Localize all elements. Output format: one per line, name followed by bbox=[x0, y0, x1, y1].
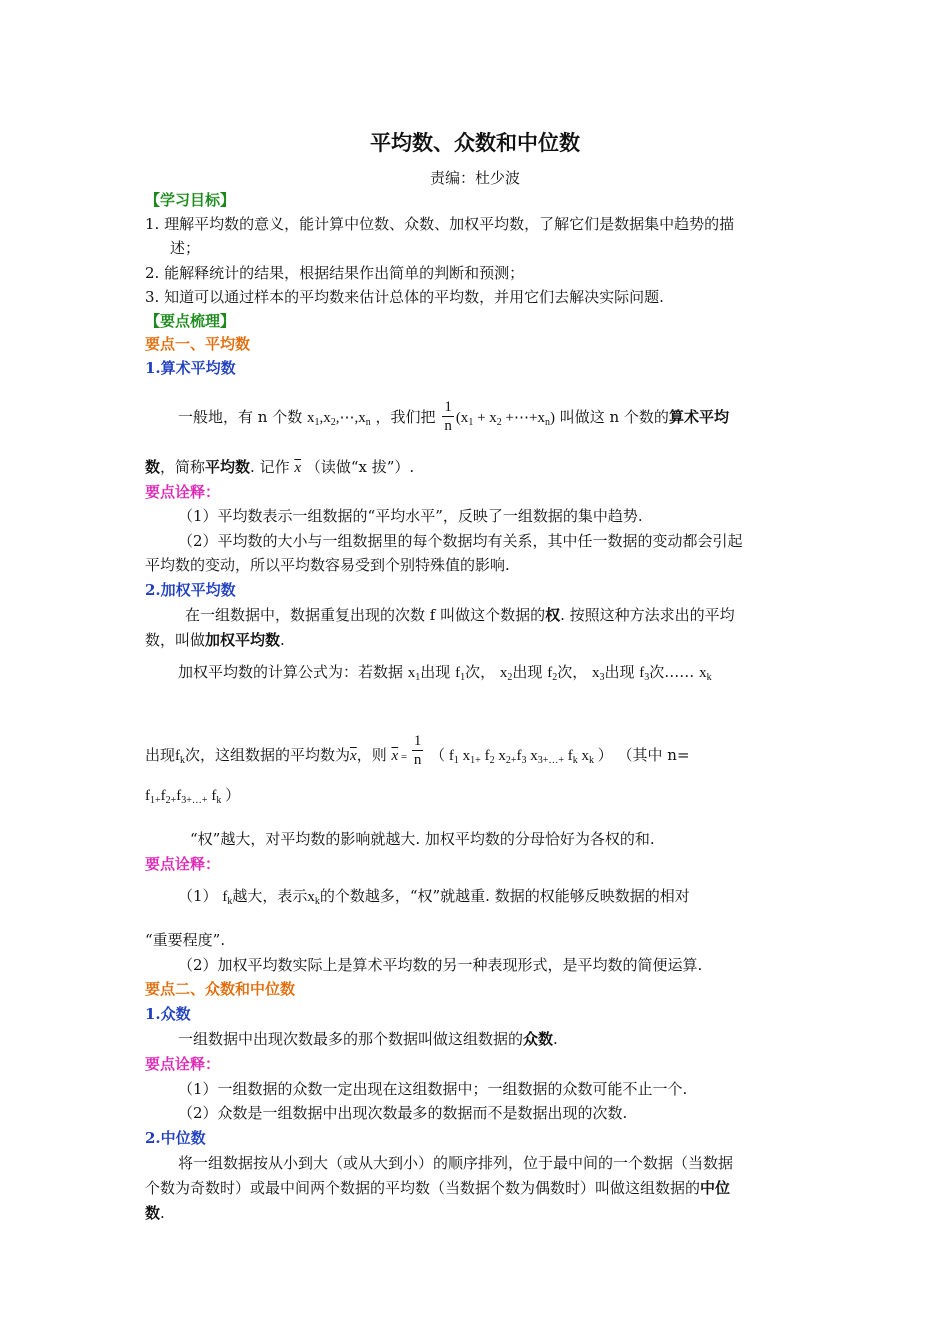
text-segment: 一组数据中出现次数最多的那个数据叫做这组数据的 bbox=[178, 1030, 524, 1048]
text-segment: 的个数越多，“权”就越重. 数据的权能够反映数据的相对 bbox=[319, 887, 690, 905]
subheading-mode: 1.众数 bbox=[145, 1005, 191, 1023]
median-definition-b bbox=[145, 1178, 730, 1198]
text-segment: 加权平均数的计算公式为：若数据 bbox=[178, 663, 404, 681]
math-equals: = bbox=[398, 751, 410, 763]
math-fk: $f_k$ bbox=[175, 748, 186, 766]
weight-definition-b bbox=[145, 630, 285, 650]
math-xk: $x_k$ bbox=[699, 665, 712, 683]
bold-term: 中位 bbox=[700, 1179, 731, 1197]
median-definition-c bbox=[145, 1203, 165, 1223]
note-3-line-b: “重要程度”. bbox=[145, 931, 226, 949]
text-segment: （读做“x 拔”）. bbox=[305, 458, 415, 476]
arith-mean-definition bbox=[178, 398, 729, 435]
text-segment: 次，这组数据的平均数为 bbox=[185, 746, 351, 764]
page-title: 平均数、众数和中位数 bbox=[370, 130, 580, 155]
text-segment: 数，叫做 bbox=[145, 631, 206, 649]
note-2-line-a: （2）平均数的大小与一组数据里的每个数据均有关系，其中任一数据的变动都会引起 bbox=[178, 532, 743, 550]
text-segment: 越大，表示 bbox=[232, 887, 308, 905]
bold-term: 众数 bbox=[523, 1030, 554, 1048]
note-6: （2）众数是一组数据中出现次数最多的数据而不是数据出现的次数. bbox=[178, 1104, 628, 1122]
math-x3: $x_3$ bbox=[591, 665, 605, 683]
note-2-line-b: 平均数的变动，所以平均数容易受到个别特殊值的影响. bbox=[145, 556, 510, 574]
math-x-bar: $\overline{x}$ bbox=[350, 748, 357, 764]
goal-1-line-b: 述； bbox=[170, 239, 201, 257]
note-3-line-a bbox=[178, 886, 690, 907]
text-segment: . 按照这种方法求出的平均 bbox=[560, 606, 735, 624]
math-x-bar: $\overline{x}$ bbox=[294, 460, 302, 476]
math-fk: $f_k$ bbox=[222, 889, 233, 907]
point-1-heading: 要点一、平均数 bbox=[145, 335, 251, 353]
author-line: 责编：杜少波 bbox=[429, 169, 520, 187]
bold-term: 加权平均数 bbox=[205, 631, 281, 649]
math-weighted-sum: （ $f_1$ $x_{1+}$ $f_2$ $x_{2+}f_3$ $x_{3+\dots+}$ $f_k$ $x_k$ ） bbox=[430, 748, 613, 766]
bold-term: 算术平均 bbox=[668, 408, 729, 426]
text-segment: 在一组数据中，数据重复出现的次数 f 叫做这个数据的 bbox=[185, 606, 546, 624]
math-xk: $x_k$ bbox=[307, 889, 320, 907]
text-segment: 次…… bbox=[649, 663, 695, 681]
text-segment: . bbox=[280, 631, 285, 649]
math-x-bar: $\overline{x}$ bbox=[391, 748, 399, 764]
math-f1: $f_1$ bbox=[455, 665, 466, 683]
math-f2: $f_2$ bbox=[547, 665, 558, 683]
text-segment: （其中 n= bbox=[617, 746, 690, 764]
text-segment: ，简称 bbox=[160, 458, 206, 476]
subheading-arithmetic-mean: 1.算术平均数 bbox=[145, 359, 236, 377]
goal-3: 3. 知道可以通过样本的平均数来估计总体的平均数，并用它们去解决实际问题. bbox=[145, 288, 664, 306]
goals-header: 【学习目标】 bbox=[145, 191, 236, 209]
note-5: （1）一组数据的众数一定出现在这组数据中；一组数据的众数可能不止一个. bbox=[178, 1080, 688, 1098]
mode-definition bbox=[178, 1029, 558, 1049]
weighted-formula-line-1 bbox=[178, 662, 712, 683]
text-segment: 出现 bbox=[604, 663, 635, 681]
subheading-weighted-mean: 2.加权平均数 bbox=[145, 581, 236, 599]
text-segment: ，则 bbox=[356, 746, 387, 764]
text-segment: ，我们把 bbox=[375, 408, 436, 426]
text-segment: . bbox=[553, 1030, 558, 1048]
note-4: （2）加权平均数实际上是算术平均数的另一种表现形式，是平均数的简便运算. bbox=[178, 956, 703, 974]
text-segment: . 记作 bbox=[250, 458, 290, 476]
text-segment: 次， bbox=[465, 663, 496, 681]
weighted-formula-line-2 bbox=[145, 732, 690, 769]
text-segment: 个数为奇数时）或最中间两个数据的平均数（当数据个数为偶数时）叫做这组数据的 bbox=[145, 1179, 701, 1197]
weight-sentence: “权”越大，对平均数的影响就越大. 加权平均数的分母恰好为各权的和. bbox=[190, 830, 655, 848]
math-fraction-1-over-n: $\frac{1}{n}$ bbox=[413, 733, 422, 768]
math-n-sum: $f_{1+}f_{2+}f_{3+\dots+}$ $f_k$ ） bbox=[145, 788, 241, 806]
text-segment: . bbox=[160, 1204, 165, 1222]
math-fraction-1-over-n: $\frac{1}{n}$ bbox=[444, 399, 452, 434]
math-x1: $x_1$ bbox=[407, 665, 421, 683]
bold-term: 数 bbox=[145, 458, 161, 476]
math-x-sequence: $x_1,x_2,\cdots,x_n$ bbox=[306, 410, 371, 428]
note-1: （1）平均数表示一组数据的“平均水平”，反映了一组数据的集中趋势. bbox=[178, 507, 643, 525]
text-segment: （1） bbox=[178, 887, 218, 905]
goal-1-line-a: 1. 理解平均数的意义，能计算中位数、众数、加权平均数，了解它们是数据集中趋势的描 bbox=[145, 215, 735, 233]
text-segment: 次， bbox=[557, 663, 588, 681]
goal-2: 2. 能解释统计的结果，根据结果作出简单的判断和预测； bbox=[145, 264, 525, 282]
bold-term: 权 bbox=[545, 606, 561, 624]
weight-definition-a bbox=[185, 605, 735, 625]
note-label-1: 要点诠释： bbox=[145, 483, 221, 501]
text-segment: 出现 bbox=[420, 663, 451, 681]
points-header: 【要点梳理】 bbox=[145, 312, 236, 330]
math-f3: $f_3$ bbox=[639, 665, 650, 683]
text-segment: 出现 bbox=[145, 746, 176, 764]
median-definition-a: 将一组数据按从小到大（或从大到小）的顺序排列，位于最中间的一个数据（当数据 bbox=[178, 1154, 734, 1172]
math-sum-expression: ($x_1 + x_2$ $+\cdots+x_n$) bbox=[455, 410, 555, 428]
bold-term: 数 bbox=[145, 1204, 161, 1222]
text-segment: 出现 bbox=[512, 663, 543, 681]
point-2-heading: 要点二、众数和中位数 bbox=[145, 980, 296, 998]
subheading-median: 2.中位数 bbox=[145, 1129, 206, 1147]
text-segment: 一般地，有 n 个数 bbox=[178, 408, 303, 426]
arith-mean-definition-cont bbox=[145, 457, 414, 478]
note-label-3: 要点诠释： bbox=[145, 1055, 221, 1073]
text-segment: 叫做这 n 个数的 bbox=[559, 408, 669, 426]
bold-term: 平均数 bbox=[205, 458, 251, 476]
math-x2: $x_2$ bbox=[499, 665, 513, 683]
note-label-2: 要点诠释： bbox=[145, 855, 221, 873]
